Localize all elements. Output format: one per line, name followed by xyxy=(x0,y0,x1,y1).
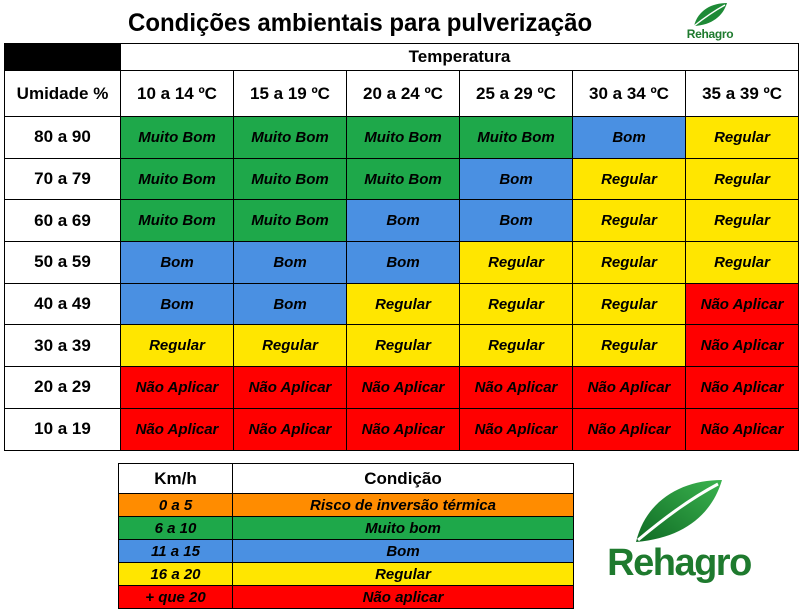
condition-cell: Muito Bom xyxy=(347,117,460,159)
condition-cell: Bom xyxy=(347,200,460,242)
table-row xyxy=(5,117,799,159)
condition-cell: Muito Bom xyxy=(234,158,347,200)
page-title: Condições ambientais para pulverização xyxy=(128,9,593,37)
condition-cell: Muito Bom xyxy=(121,117,234,159)
temperature-column-header: 30 a 34 ºC xyxy=(573,71,686,117)
condition-cell: Bom xyxy=(460,158,573,200)
legend-speed: 0 a 5 xyxy=(119,494,233,517)
corner-cell xyxy=(5,44,121,71)
humidity-row-label: 30 a 39 xyxy=(5,325,121,367)
condition-cell: Não Aplicar xyxy=(460,367,573,409)
condition-cell: Não Aplicar xyxy=(234,408,347,450)
temperature-header: Temperatura xyxy=(121,44,799,71)
table-row xyxy=(5,242,799,284)
humidity-row-label: 40 a 49 xyxy=(5,283,121,325)
condition-cell: Regular xyxy=(573,283,686,325)
condition-cell: Não Aplicar xyxy=(121,408,234,450)
condition-cell: Regular xyxy=(234,325,347,367)
condition-cell: Bom xyxy=(573,117,686,159)
legend-speed: 11 a 15 xyxy=(119,540,233,563)
condition-cell: Muito Bom xyxy=(234,117,347,159)
condition-cell: Não Aplicar xyxy=(686,283,799,325)
condition-cell: Muito Bom xyxy=(460,117,573,159)
table-row xyxy=(5,325,799,367)
rehagro-wordmark-small: Rehagro xyxy=(686,27,734,41)
legend-speed-header: Km/h xyxy=(119,464,233,494)
rehagro-logo-small xyxy=(682,2,738,42)
condition-cell: Regular xyxy=(573,158,686,200)
condition-cell: Regular xyxy=(347,283,460,325)
condition-cell: Não Aplicar xyxy=(686,325,799,367)
condition-cell: Regular xyxy=(573,325,686,367)
condition-cell: Bom xyxy=(121,242,234,284)
condition-cell: Regular xyxy=(686,200,799,242)
legend-condition: Bom xyxy=(233,540,574,563)
humidity-row-label: 50 a 59 xyxy=(5,242,121,284)
legend-speed: 6 a 10 xyxy=(119,517,233,540)
condition-cell: Regular xyxy=(460,325,573,367)
table-row xyxy=(5,283,799,325)
condition-cell: Muito Bom xyxy=(121,158,234,200)
rehagro-wordmark-large: Rehagro xyxy=(607,542,751,584)
condition-cell: Muito Bom xyxy=(121,200,234,242)
table-row xyxy=(5,158,799,200)
spray-conditions-table xyxy=(4,43,799,451)
temperature-column-header: 20 a 24 ºC xyxy=(347,71,460,117)
legend-condition: Risco de inversão térmica xyxy=(233,494,574,517)
temperature-column-header: 10 a 14 ºC xyxy=(121,71,234,117)
temperature-column-header: 15 a 19 ºC xyxy=(234,71,347,117)
condition-cell: Regular xyxy=(573,200,686,242)
legend-condition-header: Condição xyxy=(233,464,574,494)
condition-cell: Bom xyxy=(460,200,573,242)
legend-condition: Muito bom xyxy=(233,517,574,540)
legend-row xyxy=(119,517,574,540)
legend-row xyxy=(119,494,574,517)
leaf-icon xyxy=(692,2,728,28)
legend-speed: 16 a 20 xyxy=(119,563,233,586)
condition-cell: Regular xyxy=(686,117,799,159)
condition-cell: Não Aplicar xyxy=(121,367,234,409)
condition-cell: Regular xyxy=(573,242,686,284)
wind-legend-table xyxy=(118,463,574,609)
condition-cell: Não Aplicar xyxy=(573,367,686,409)
humidity-row-label: 70 a 79 xyxy=(5,158,121,200)
legend-row xyxy=(119,540,574,563)
condition-cell: Não Aplicar xyxy=(347,408,460,450)
legend-row xyxy=(119,563,574,586)
humidity-row-label: 10 a 19 xyxy=(5,408,121,450)
condition-cell: Não Aplicar xyxy=(686,367,799,409)
condition-cell: Regular xyxy=(686,158,799,200)
rehagro-logo-large xyxy=(604,478,754,593)
condition-cell: Muito Bom xyxy=(347,158,460,200)
condition-cell: Não Aplicar xyxy=(234,367,347,409)
condition-cell: Regular xyxy=(686,242,799,284)
table-row xyxy=(5,367,799,409)
temperature-column-header: 35 a 39 ºC xyxy=(686,71,799,117)
condition-cell: Regular xyxy=(460,283,573,325)
condition-cell: Regular xyxy=(347,325,460,367)
humidity-header: Umidade % xyxy=(5,71,121,117)
condition-cell: Muito Bom xyxy=(234,200,347,242)
condition-cell: Bom xyxy=(234,242,347,284)
condition-cell: Não Aplicar xyxy=(460,408,573,450)
humidity-row-label: 60 a 69 xyxy=(5,200,121,242)
legend-speed: + que 20 xyxy=(119,586,233,609)
condition-cell: Regular xyxy=(121,325,234,367)
condition-cell: Bom xyxy=(234,283,347,325)
table-row xyxy=(5,408,799,450)
humidity-row-label: 20 a 29 xyxy=(5,367,121,409)
condition-cell: Não Aplicar xyxy=(686,408,799,450)
legend-condition: Regular xyxy=(233,563,574,586)
leaf-icon xyxy=(632,478,724,546)
condition-cell: Bom xyxy=(347,242,460,284)
condition-cell: Regular xyxy=(460,242,573,284)
table-row xyxy=(5,200,799,242)
temperature-column-header: 25 a 29 ºC xyxy=(460,71,573,117)
legend-row xyxy=(119,586,574,609)
condition-cell: Bom xyxy=(121,283,234,325)
humidity-row-label: 80 a 90 xyxy=(5,117,121,159)
condition-cell: Não Aplicar xyxy=(573,408,686,450)
legend-condition: Não aplicar xyxy=(233,586,574,609)
condition-cell: Não Aplicar xyxy=(347,367,460,409)
